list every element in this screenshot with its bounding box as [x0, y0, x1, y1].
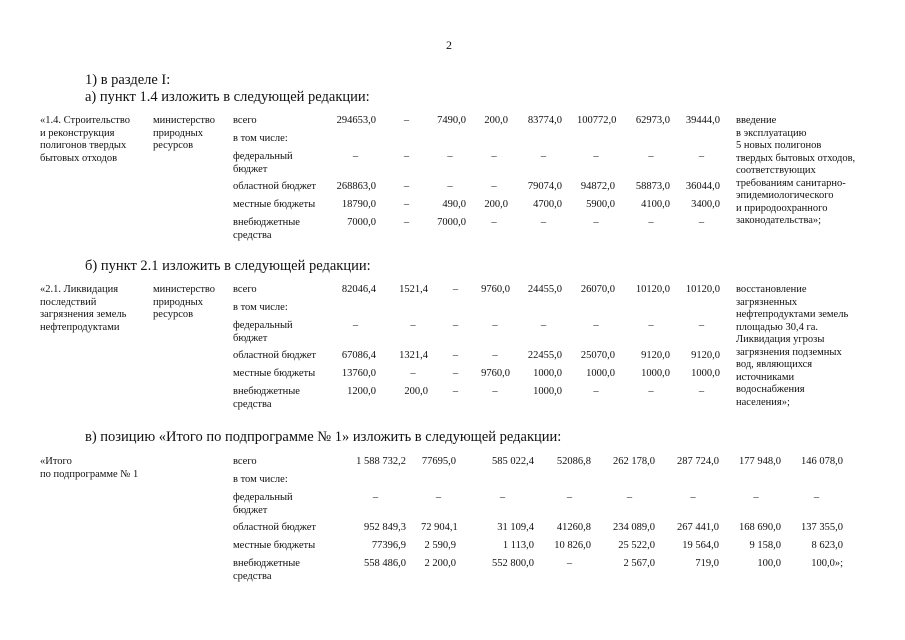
table-cell-value: –: [372, 492, 379, 503]
funding-source-label: в том числе:: [233, 474, 288, 485]
table-cell-value: 18790,0: [341, 199, 376, 210]
table-cell-value: 9120,0: [691, 350, 720, 361]
table-cell-value: 22455,0: [527, 350, 562, 361]
table-cell-value: 168 690,0: [739, 522, 781, 533]
table-cell-value: –: [492, 386, 498, 397]
table-cell-value: 79074,0: [527, 181, 562, 192]
expected-result-line: загрязненных: [736, 296, 798, 308]
table-cell-value: –: [698, 217, 705, 228]
table-cell-value: –: [452, 368, 459, 379]
funding-source-label: федеральный: [233, 492, 293, 503]
expected-result-line: восстановление: [736, 284, 807, 295]
funding-source-label: средства: [233, 398, 272, 410]
table-cell-value: 9760,0: [481, 368, 510, 379]
table-cell-value: 25 522,0: [618, 540, 655, 551]
table-cell-value: –: [690, 492, 696, 503]
funding-source-label: средства: [233, 570, 272, 582]
table-cell-value: 9120,0: [641, 350, 670, 361]
funding-source-label: внебюджетные: [233, 386, 300, 397]
heading-section-1: 1) в разделе I:: [85, 72, 171, 88]
table-cell-value: –: [403, 199, 410, 210]
table-cell-value: –: [452, 386, 459, 397]
table-cell-value: –: [499, 492, 506, 503]
table-cell-value: 41260,8: [556, 522, 591, 533]
table-cell-value: 177 948,0: [739, 456, 781, 467]
table-cell-value: –: [648, 217, 654, 228]
table-cell-value: –: [566, 492, 573, 503]
table-cell-value: 294653,0: [336, 115, 376, 126]
expected-result-line: соответствующих: [736, 165, 816, 176]
item-name-line: бытовых отходов: [40, 152, 118, 164]
table-cell-value: –: [452, 320, 459, 331]
table-cell-value: 234 089,0: [613, 522, 655, 533]
funding-source-label: местные бюджеты: [233, 540, 316, 551]
expected-result-line: 5 новых полигонов: [736, 140, 822, 151]
table-cell-value: 1521,4: [399, 284, 428, 295]
table-cell-value: 146 078,0: [801, 456, 843, 467]
funding-source-label: бюджет: [233, 163, 268, 175]
item-name-line: последствий: [40, 296, 97, 308]
table-cell-value: 67086,4: [341, 350, 376, 361]
table-cell-value: 1321,4: [399, 350, 428, 361]
table-cell-value: –: [813, 492, 820, 503]
item-name-line: по подпрограмме № 1: [40, 468, 139, 480]
table-cell-value: –: [352, 151, 359, 162]
table-cell-value: –: [753, 492, 759, 503]
funding-source-label: всего: [233, 456, 257, 467]
table-cell-value: 1200,0: [347, 386, 376, 397]
table-cell-value: 200,0: [484, 115, 508, 126]
table-cell-value: 62973,0: [635, 115, 670, 126]
executor-line: природных: [153, 296, 203, 308]
table-cell-value: 10 826,0: [554, 540, 591, 551]
expected-result-line: твердых бытовых отходов,: [736, 152, 856, 164]
table-cell-value: 10120,0: [685, 284, 720, 295]
expected-result-line: источниками: [736, 371, 795, 383]
funding-source-label: всего: [233, 115, 257, 126]
funding-source-label: внебюджетные: [233, 558, 300, 569]
table-cell-value: 1000,0: [533, 368, 562, 379]
table-cell-value: –: [491, 181, 497, 192]
table-cell-value: 4700,0: [533, 199, 562, 210]
table-cell-value: 552 800,0: [492, 558, 534, 569]
funding-source-label: бюджет: [233, 504, 268, 516]
table-cell-value: –: [593, 320, 599, 331]
table-cell-value: 19 564,0: [682, 540, 719, 551]
funding-source-label: областной бюджет: [233, 350, 316, 361]
item-name-line: загрязнения земель: [40, 309, 127, 320]
table-cell-value: 24455,0: [527, 284, 562, 295]
table-cell-value: –: [593, 151, 599, 162]
table-cell-value: –: [491, 151, 497, 162]
table-cell-value: 39444,0: [685, 115, 720, 126]
table-cell-value: 72 904,1: [421, 522, 458, 533]
table-cell-value: –: [593, 386, 599, 397]
funding-source-label: областной бюджет: [233, 181, 316, 192]
funding-source-label: федеральный: [233, 151, 293, 162]
expected-result-line: нефтепродуктами земель: [736, 309, 849, 320]
table-cell-value: 262 178,0: [613, 456, 655, 467]
table-cell-value: –: [648, 320, 654, 331]
table-cell-value: 9 158,0: [749, 540, 781, 551]
table-cell-value: 13760,0: [341, 368, 376, 379]
table-cell-value: 1 113,0: [502, 540, 534, 551]
table-cell-value: 490,0: [442, 199, 466, 210]
table-cell-value: –: [403, 115, 410, 126]
table-cell-value: 2 567,0: [623, 558, 655, 569]
table-cell-value: 137 355,0: [801, 522, 843, 533]
heading-item-c: в) позицию «Итого по подпрограмме № 1» изложить в следующей редакции:: [85, 429, 562, 445]
page-number: 2: [446, 38, 452, 52]
table-cell-value: 100772,0: [577, 115, 617, 126]
item-name-line: полигонов твердых: [40, 140, 127, 151]
expected-result-line: и природоохранного: [736, 202, 828, 214]
table-cell-value: –: [410, 320, 416, 331]
table-cell-value: 52086,8: [556, 456, 591, 467]
table-cell-value: 100,0: [757, 558, 781, 569]
table-cell-value: –: [410, 368, 416, 379]
table-cell-value: 5900,0: [586, 199, 615, 210]
table-cell-value: 82046,4: [341, 284, 376, 295]
funding-source-label: областной бюджет: [233, 522, 316, 533]
table-cell-value: 1000,0: [641, 368, 670, 379]
table-cell-value: 7000,0: [347, 217, 376, 228]
table-cell-value: –: [540, 151, 547, 162]
table-cell-value: 1000,0: [533, 386, 562, 397]
funding-source-label: местные бюджеты: [233, 368, 316, 379]
item-name-line: «2.1. Ликвидация: [40, 284, 119, 295]
expected-result-line: законодательства»;: [736, 215, 822, 226]
table-cell-value: –: [492, 350, 498, 361]
table-cell-value: 200,0: [484, 199, 508, 210]
table-cell-value: –: [447, 181, 453, 192]
table-cell-value: –: [403, 151, 410, 162]
table-cell-value: 8 623,0: [811, 540, 843, 551]
item-name-line: «1.4. Строительство: [40, 115, 130, 126]
table-cell-value: 77396,9: [371, 540, 406, 551]
executor-line: министерство: [153, 284, 216, 295]
item-name-line: и реконструкция: [40, 127, 115, 139]
item-name-line: «Итого: [40, 456, 72, 467]
table-cell-value: –: [540, 320, 547, 331]
table-cell-value: –: [452, 350, 459, 361]
table-cell-value: 2 200,0: [424, 558, 456, 569]
table-cell-value: –: [492, 320, 498, 331]
expected-result-line: эпидемиологического: [736, 190, 834, 201]
table-cell-value: –: [698, 386, 705, 397]
table-cell-value: 719,0: [695, 558, 719, 569]
table-cell-value: 1000,0: [586, 368, 615, 379]
table-cell-value: 26070,0: [580, 284, 615, 295]
table-cell-value: –: [435, 492, 442, 503]
funding-source-label: в том числе:: [233, 302, 288, 313]
table-cell-value: 7490,0: [437, 115, 466, 126]
table-cell-value: –: [648, 151, 654, 162]
expected-result-line: введение: [736, 115, 777, 126]
table-cell-value: –: [403, 217, 410, 228]
expected-result-line: требованиям санитарно-: [736, 177, 846, 189]
heading-item-b: б) пункт 2.1 изложить в следующей редакции:: [85, 258, 371, 274]
table-cell-value: –: [352, 320, 359, 331]
table-cell-value: 7000,0: [437, 217, 466, 228]
funding-source-label: внебюджетные: [233, 217, 300, 228]
heading-item-a: а) пункт 1.4 изложить в следующей редакции:: [85, 89, 370, 105]
funding-source-label: средства: [233, 229, 272, 241]
table-cell-value: –: [626, 492, 633, 503]
table-cell-value: 10120,0: [635, 284, 670, 295]
expected-result-line: загрязнения подземных: [736, 346, 842, 358]
table-cell-value: 58873,0: [635, 181, 670, 192]
table-cell-value: –: [447, 151, 453, 162]
table-cell-value: 94872,0: [580, 181, 615, 192]
expected-result-line: вод, являющихся: [736, 359, 813, 370]
table-cell-value: 268863,0: [336, 181, 376, 192]
table-cell-value: 2 590,9: [424, 540, 456, 551]
table-cell-value: 3400,0: [691, 199, 720, 210]
item-name-line: нефтепродуктами: [40, 321, 120, 333]
table-cell-value: –: [593, 217, 599, 228]
table-cell-value: 1 588 732,2: [356, 456, 406, 467]
expected-result-line: водоснабжения: [736, 384, 805, 395]
funding-source-label: в том числе:: [233, 133, 288, 144]
table-cell-value: –: [698, 320, 705, 331]
expected-result-line: в эксплуатацию: [736, 127, 807, 139]
table-cell-value: 1000,0: [691, 368, 720, 379]
table-cell-value: 267 441,0: [677, 522, 719, 533]
executor-line: министерство: [153, 115, 216, 126]
funding-source-label: федеральный: [233, 320, 293, 331]
table-cell-value: 287 724,0: [677, 456, 719, 467]
executor-line: ресурсов: [153, 309, 194, 320]
table-cell-value: 83774,0: [527, 115, 562, 126]
expected-result-line: населения»;: [736, 396, 790, 408]
table-cell-value: 200,0: [404, 386, 428, 397]
table-cell-value: 585 022,4: [492, 456, 534, 467]
funding-source-label: местные бюджеты: [233, 199, 316, 210]
table-cell-value: –: [491, 217, 497, 228]
executor-line: природных: [153, 127, 203, 139]
table-cell-value: –: [698, 151, 705, 162]
table-cell-value: 36044,0: [685, 181, 720, 192]
table-cell-value: 952 849,3: [364, 522, 406, 533]
table-cell-value: –: [452, 284, 459, 295]
table-cell-value: 25070,0: [580, 350, 615, 361]
expected-result-line: площадью 30,4 га.: [736, 321, 819, 333]
table-cell-value: 558 486,0: [364, 558, 406, 569]
table-cell-value: –: [540, 217, 547, 228]
executor-line: ресурсов: [153, 140, 194, 151]
table-cell-value: 9760,0: [481, 284, 510, 295]
table-cell-value: 31 109,4: [497, 522, 534, 533]
funding-source-label: бюджет: [233, 332, 268, 344]
funding-source-label: всего: [233, 284, 257, 295]
table-cell-value: –: [648, 386, 654, 397]
table-cell-value: –: [403, 181, 410, 192]
expected-result-line: Ликвидация угрозы: [736, 334, 825, 345]
table-cell-value: –: [566, 558, 573, 569]
table-cell-value: 77695,0: [421, 456, 456, 467]
table-cell-value: 4100,0: [641, 199, 670, 210]
table-cell-value: 100,0»;: [811, 558, 843, 569]
